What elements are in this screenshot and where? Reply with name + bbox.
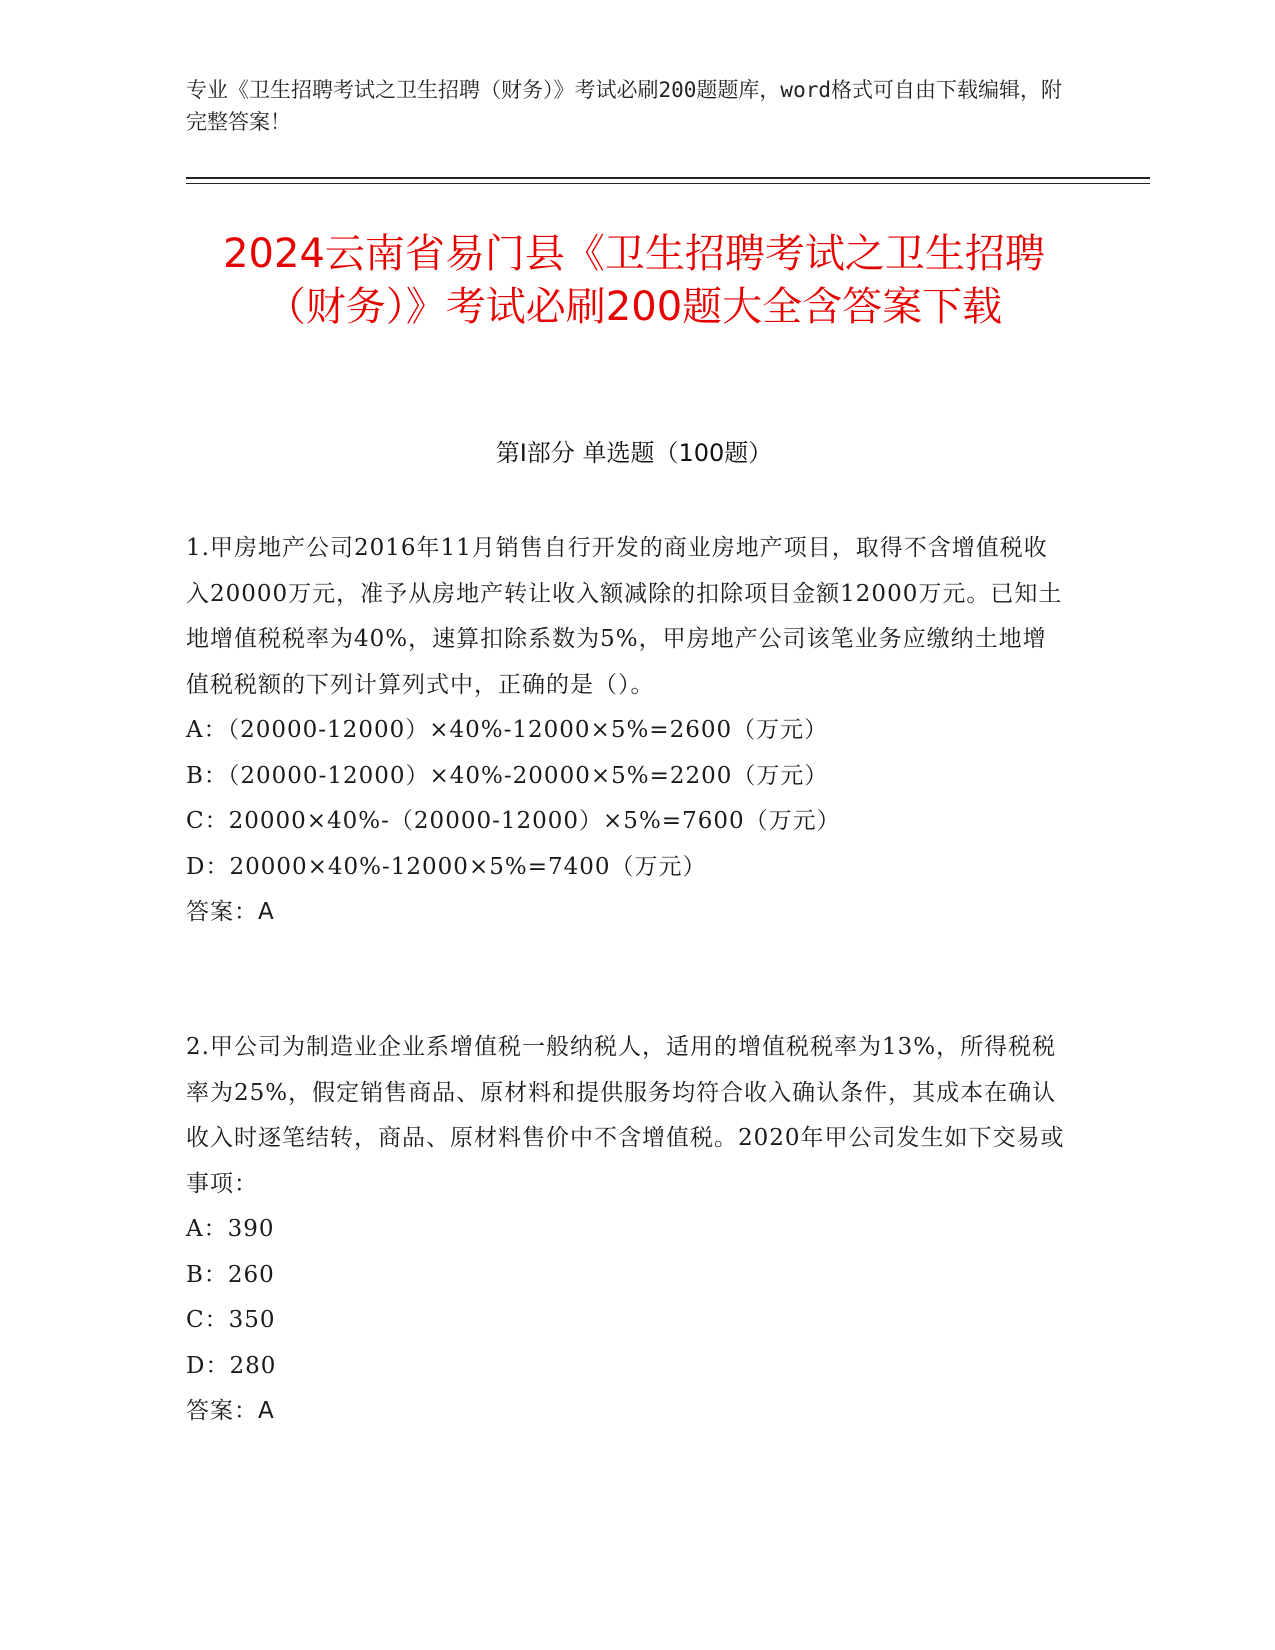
header-divider-thin <box>186 183 1150 184</box>
option-d: D：280 <box>186 1352 277 1379</box>
option-b: B：（20000-12000）×40%-20000×5%=2200（万元） <box>186 762 829 789</box>
answer-line: 答案：A <box>186 1398 275 1424</box>
section-heading: 第Ⅰ部分 单选题（100题） <box>495 439 773 467</box>
option-c: C：20000×40%-（20000-12000）×5%=7600（万元） <box>186 808 841 834</box>
question-stem: 1.甲房地产公司2016年11月销售自行开发的商业房地产项目，取得不含增值税收入20000万元，准予从房地产转让收入额减除的扣除项目金额12000万元。已知土地增值税税率为40%，速算扣除系数为5%，甲房地产公司该笔业务应缴纳土地增值税税额的下列计算列式中，正确的是（）。 <box>186 535 1063 698</box>
option-c: C：350 <box>186 1307 276 1333</box>
question-2 <box>186 1025 1066 1435</box>
header-divider-thick <box>186 177 1150 179</box>
option-a: A：390 <box>186 1216 275 1242</box>
document-title: 2024云南省易门县《卫生招聘考试之卫生招聘（财务）》考试必刷200题大全含答案下载 <box>223 231 1045 330</box>
option-a: A：（20000-12000）×40%-12000×5%=2600（万元） <box>186 717 829 743</box>
question-stem: 2.甲公司为制造业企业系增值税一般纳税人，适用的增值税税率为13%，所得税税率为25%，假定销售商品、原材料和提供服务均符合收入确认条件，其成本在确认收入时逐笔结转，商品、原材料售价中不含增值税。2020年甲公司发生如下交易或事项： <box>186 1034 1065 1197</box>
question-1 <box>186 526 1066 936</box>
option-d: D：20000×40%-12000×5%=7400（万元） <box>186 853 707 880</box>
answer-line: 答案：A <box>186 899 275 925</box>
option-b: B：260 <box>186 1261 275 1288</box>
header-note: 专业《卫生招聘考试之卫生招聘（财务）》考试必刷200题题库，word格式可自由下载编辑，附完整答案！ <box>186 78 1062 134</box>
